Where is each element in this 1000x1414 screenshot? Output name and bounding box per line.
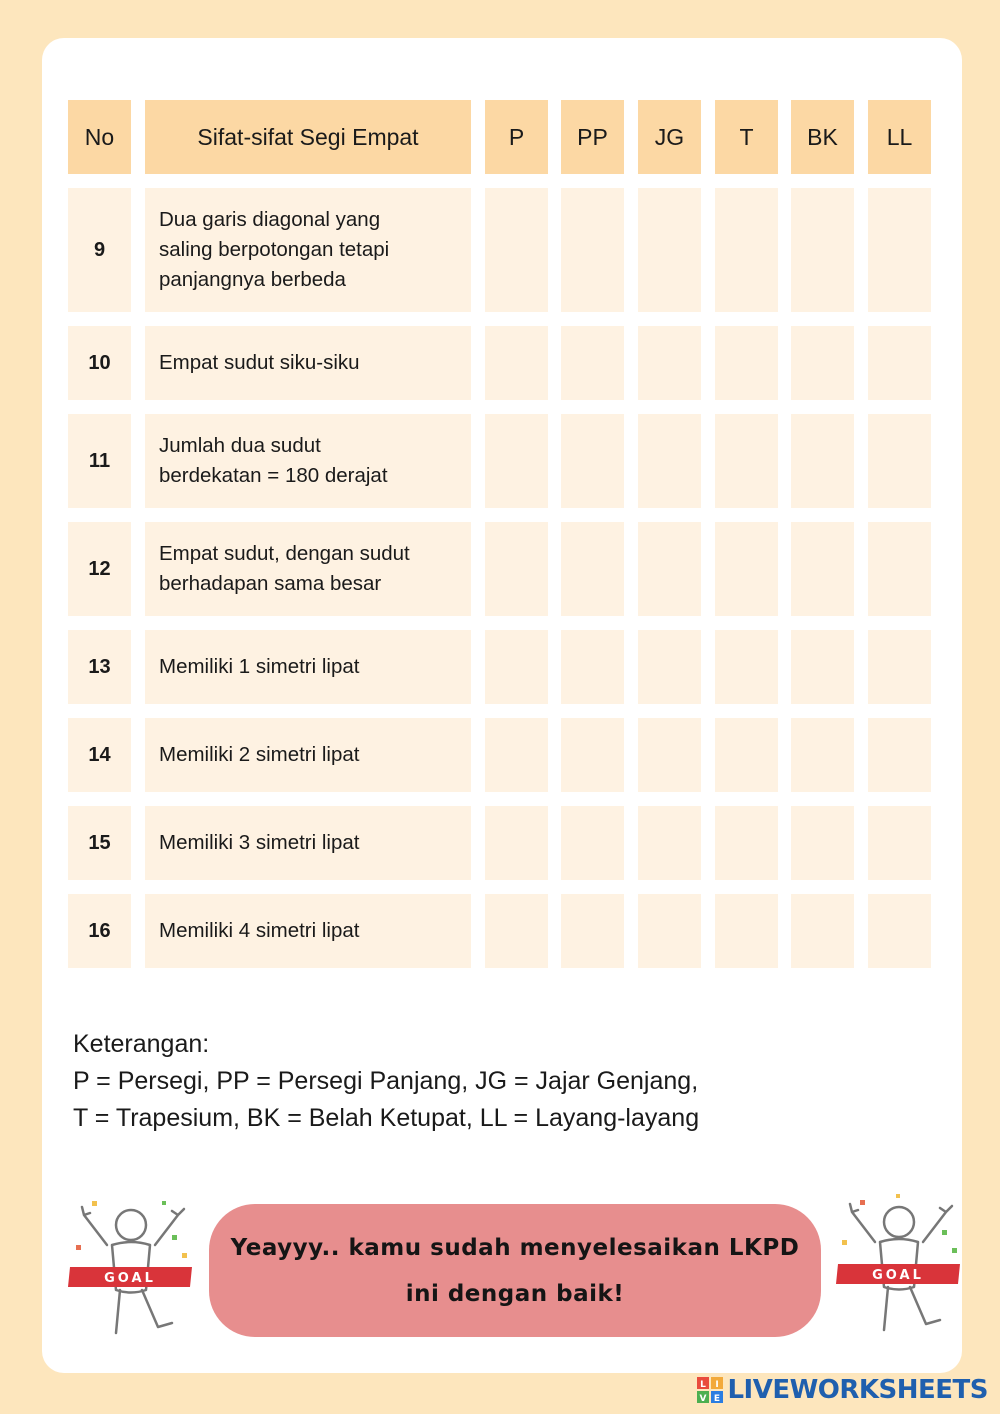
- row-number: 16: [68, 894, 131, 968]
- answer-cell-jg[interactable]: [638, 806, 701, 880]
- answer-cell-bk[interactable]: [791, 522, 854, 616]
- svg-text:L: L: [700, 1380, 707, 1390]
- answer-cell-bk[interactable]: [791, 326, 854, 400]
- legend-title: Keterangan:: [73, 1030, 210, 1058]
- row-number: 10: [68, 326, 131, 400]
- answer-cell-p[interactable]: [485, 414, 548, 508]
- banner-line-1: Yeayyy.. kamu sudah menyelesaikan LKPD: [230, 1234, 800, 1261]
- answer-cell-p[interactable]: [485, 188, 548, 312]
- answer-cell-pp[interactable]: [561, 414, 624, 508]
- row-property: [145, 894, 471, 968]
- answer-cell-jg[interactable]: [638, 326, 701, 400]
- answer-cell-bk[interactable]: [791, 894, 854, 968]
- answer-cell-t[interactable]: [715, 326, 778, 400]
- answer-cell-ll[interactable]: [868, 522, 931, 616]
- row-property: [145, 414, 471, 508]
- goal-ribbon-text: GOAL: [104, 1271, 156, 1286]
- property-line: Memiliki 3 simetri lipat: [159, 831, 360, 854]
- answer-cell-bk[interactable]: [791, 718, 854, 792]
- row-number: 14: [68, 718, 131, 792]
- row-property: [145, 188, 471, 312]
- answer-cell-p[interactable]: [485, 806, 548, 880]
- answer-cell-pp[interactable]: [561, 188, 624, 312]
- row-property: [145, 326, 471, 400]
- answer-cell-jg[interactable]: [638, 718, 701, 792]
- answer-cell-pp[interactable]: [561, 522, 624, 616]
- answer-cell-ll[interactable]: [868, 326, 931, 400]
- answer-cell-p[interactable]: [485, 522, 548, 616]
- answer-cell-jg[interactable]: [638, 630, 701, 704]
- answer-cell-t[interactable]: [715, 806, 778, 880]
- answer-cell-p[interactable]: [485, 894, 548, 968]
- liveworksheets-logo: [697, 1372, 988, 1408]
- answer-cell-pp[interactable]: [561, 630, 624, 704]
- svg-text:V: V: [699, 1394, 707, 1403]
- property-line: Memiliki 2 simetri lipat: [159, 743, 360, 766]
- legend-line-2: T = Trapesium, BK = Belah Ketupat, LL = Layang-layang: [73, 1104, 700, 1132]
- answer-cell-bk[interactable]: [791, 630, 854, 704]
- answer-cell-t[interactable]: [715, 894, 778, 968]
- answer-cell-t[interactable]: [715, 718, 778, 792]
- answer-cell-jg[interactable]: [638, 188, 701, 312]
- answer-cell-ll[interactable]: [868, 894, 931, 968]
- property-line: berdekatan = 180 derajat: [159, 464, 388, 487]
- answer-cell-ll[interactable]: [868, 414, 931, 508]
- goal-ribbon-text: GOAL: [872, 1268, 924, 1283]
- completion-banner: [209, 1204, 821, 1337]
- row-property: [145, 718, 471, 792]
- header-ll: LL: [868, 100, 931, 174]
- property-line: panjangnya berbeda: [159, 268, 346, 291]
- answer-cell-pp[interactable]: [561, 718, 624, 792]
- goal-runner-right-icon: [830, 1192, 970, 1342]
- header-pp: PP: [561, 100, 624, 174]
- answer-cell-p[interactable]: [485, 326, 548, 400]
- answer-cell-pp[interactable]: [561, 894, 624, 968]
- svg-text:E: E: [714, 1394, 721, 1403]
- answer-cell-bk[interactable]: [791, 188, 854, 312]
- answer-cell-pp[interactable]: [561, 806, 624, 880]
- answer-cell-jg[interactable]: [638, 894, 701, 968]
- property-line: berhadapan sama besar: [159, 572, 382, 595]
- answer-cell-ll[interactable]: [868, 188, 931, 312]
- property-line: Jumlah dua sudut: [159, 434, 321, 457]
- property-line: Memiliki 1 simetri lipat: [159, 655, 360, 678]
- row-property: [145, 806, 471, 880]
- header-bk: BK: [791, 100, 854, 174]
- answer-cell-ll[interactable]: [868, 718, 931, 792]
- answer-cell-t[interactable]: [715, 522, 778, 616]
- answer-cell-p[interactable]: [485, 630, 548, 704]
- goal-runner-left-icon: [62, 1195, 202, 1345]
- property-line: Empat sudut siku-siku: [159, 351, 360, 374]
- property-line: saling berpotongan tetapi: [159, 238, 390, 261]
- answer-cell-bk[interactable]: [791, 414, 854, 508]
- row-property: [145, 630, 471, 704]
- answer-cell-t[interactable]: [715, 188, 778, 312]
- row-number: 13: [68, 630, 131, 704]
- brand-name: LIVEWORKSHEETS: [727, 1375, 988, 1405]
- property-line: Dua garis diagonal yang: [159, 208, 381, 231]
- row-number: 11: [68, 414, 131, 508]
- answer-cell-t[interactable]: [715, 414, 778, 508]
- row-property: [145, 522, 471, 616]
- liveworksheets-grid-icon: [697, 1377, 723, 1403]
- answer-cell-ll[interactable]: [868, 630, 931, 704]
- answer-cell-pp[interactable]: [561, 326, 624, 400]
- row-number: 15: [68, 806, 131, 880]
- property-line: Memiliki 4 simetri lipat: [159, 919, 360, 942]
- answer-cell-ll[interactable]: [868, 806, 931, 880]
- answer-cell-jg[interactable]: [638, 522, 701, 616]
- header-no: No: [68, 100, 131, 174]
- legend-line-1: P = Persegi, PP = Persegi Panjang, JG = Jajar Genjang,: [73, 1067, 699, 1095]
- answer-cell-jg[interactable]: [638, 414, 701, 508]
- header-property: Sifat-sifat Segi Empat: [145, 100, 471, 174]
- svg-text:I: I: [715, 1380, 720, 1390]
- answer-cell-t[interactable]: [715, 630, 778, 704]
- legend: [73, 1026, 699, 1137]
- row-number: 9: [68, 188, 131, 312]
- header-p: P: [485, 100, 548, 174]
- property-line: Empat sudut, dengan sudut: [159, 542, 410, 565]
- row-number: 12: [68, 522, 131, 616]
- banner-line-2: ini dengan baik!: [405, 1280, 625, 1307]
- header-t: T: [715, 100, 778, 174]
- answer-cell-bk[interactable]: [791, 806, 854, 880]
- answer-cell-p[interactable]: [485, 718, 548, 792]
- header-jg: JG: [638, 100, 701, 174]
